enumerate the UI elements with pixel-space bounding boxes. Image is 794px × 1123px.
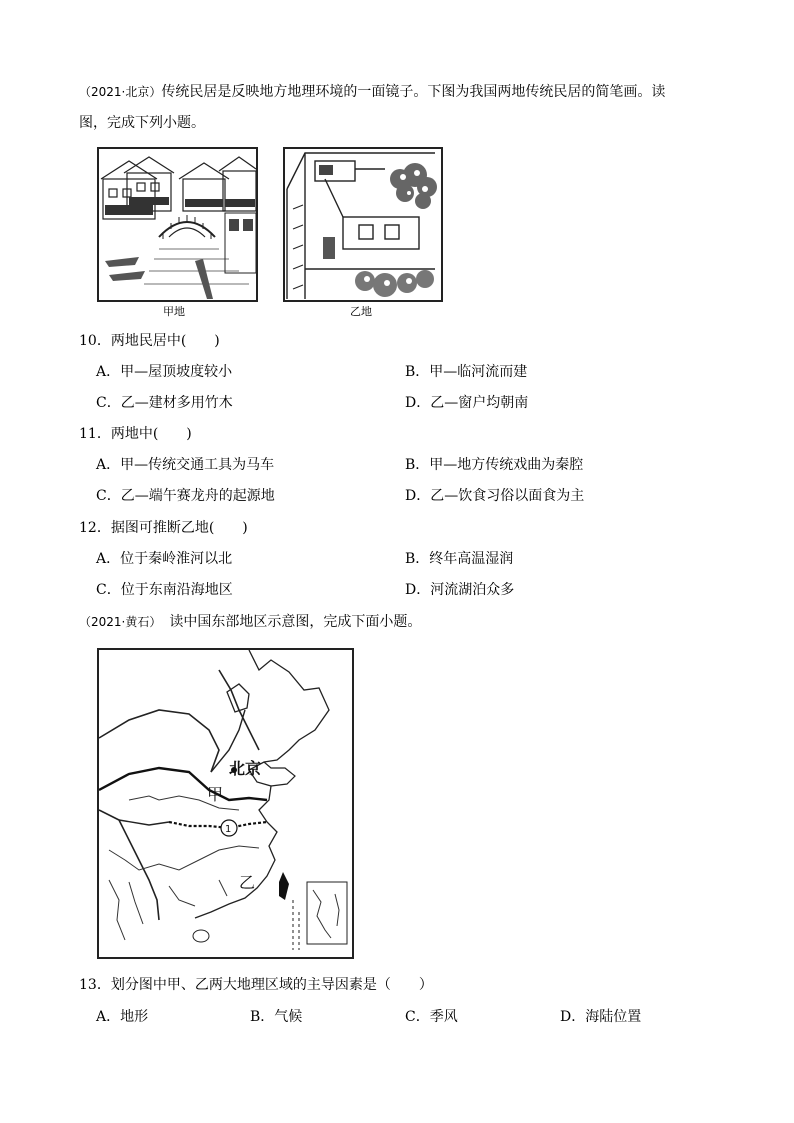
passage2-source: （2021·黄石）	[79, 615, 156, 629]
q11-option-a: A．甲—传统交通工具为马车	[96, 457, 275, 473]
q13-option-a: A．地形	[96, 1009, 149, 1025]
q12-option-d: D．河流湖泊众多	[405, 582, 515, 598]
question-12-stem: 12．据图可推断乙地( )	[79, 520, 248, 536]
map-label-beijing: 北京	[229, 759, 262, 778]
passage1-intro-line1: 传统民居是反映地方地理环境的一面镜子。下图为我国两地传统民居的简笔画。读	[161, 84, 666, 100]
q10-option-b: B．甲—临河流而建	[405, 364, 528, 380]
q12-option-a: A．位于秦岭淮河以北	[96, 551, 233, 567]
q13-option-d: D．海陆位置	[560, 1009, 642, 1025]
q11-option-d: D．乙—饮食习俗以面食为主	[405, 488, 585, 504]
map-label-jia: 甲	[207, 785, 224, 804]
passage1-source: （2021·北京）	[79, 85, 162, 99]
q12-option-b: B．终年高温湿润	[405, 551, 514, 567]
jia-house-sketch	[97, 147, 258, 302]
yi-caption: 乙地	[350, 305, 372, 318]
q11-option-b: B．甲—地方传统戏曲为秦腔	[405, 457, 584, 473]
question-10-stem: 10．两地民居中( )	[79, 333, 220, 349]
passage1-intro-line2: 图，完成下列小题。	[79, 115, 205, 131]
q11-option-c: C．乙—端午赛龙舟的起源地	[96, 488, 275, 504]
passage2-intro	[79, 612, 421, 632]
question-11-stem: 11．两地中( )	[79, 426, 192, 442]
question-13-stem: 13．划分图中甲、乙两大地理区域的主导因素是（ ）	[79, 977, 433, 993]
q13-option-b: B．气候	[250, 1009, 303, 1025]
passage1-intro	[79, 77, 719, 139]
q10-option-a: A．甲—屋顶坡度较小	[96, 364, 233, 380]
yi-house-sketch	[283, 147, 443, 302]
q13-option-c: C．季风	[405, 1009, 458, 1025]
map-label-circle-1: 1	[225, 824, 232, 835]
q10-option-c: C．乙—建材多用竹木	[96, 395, 233, 411]
passage2-intro-text: 读中国东部地区示意图，完成下面小题。	[169, 614, 422, 630]
jia-caption: 甲地	[163, 305, 185, 318]
map-label-yi: 乙	[239, 873, 256, 892]
east-china-map	[97, 648, 354, 959]
q12-option-c: C．位于东南沿海地区	[96, 582, 233, 598]
q10-option-d: D．乙—窗户均朝南	[405, 395, 529, 411]
